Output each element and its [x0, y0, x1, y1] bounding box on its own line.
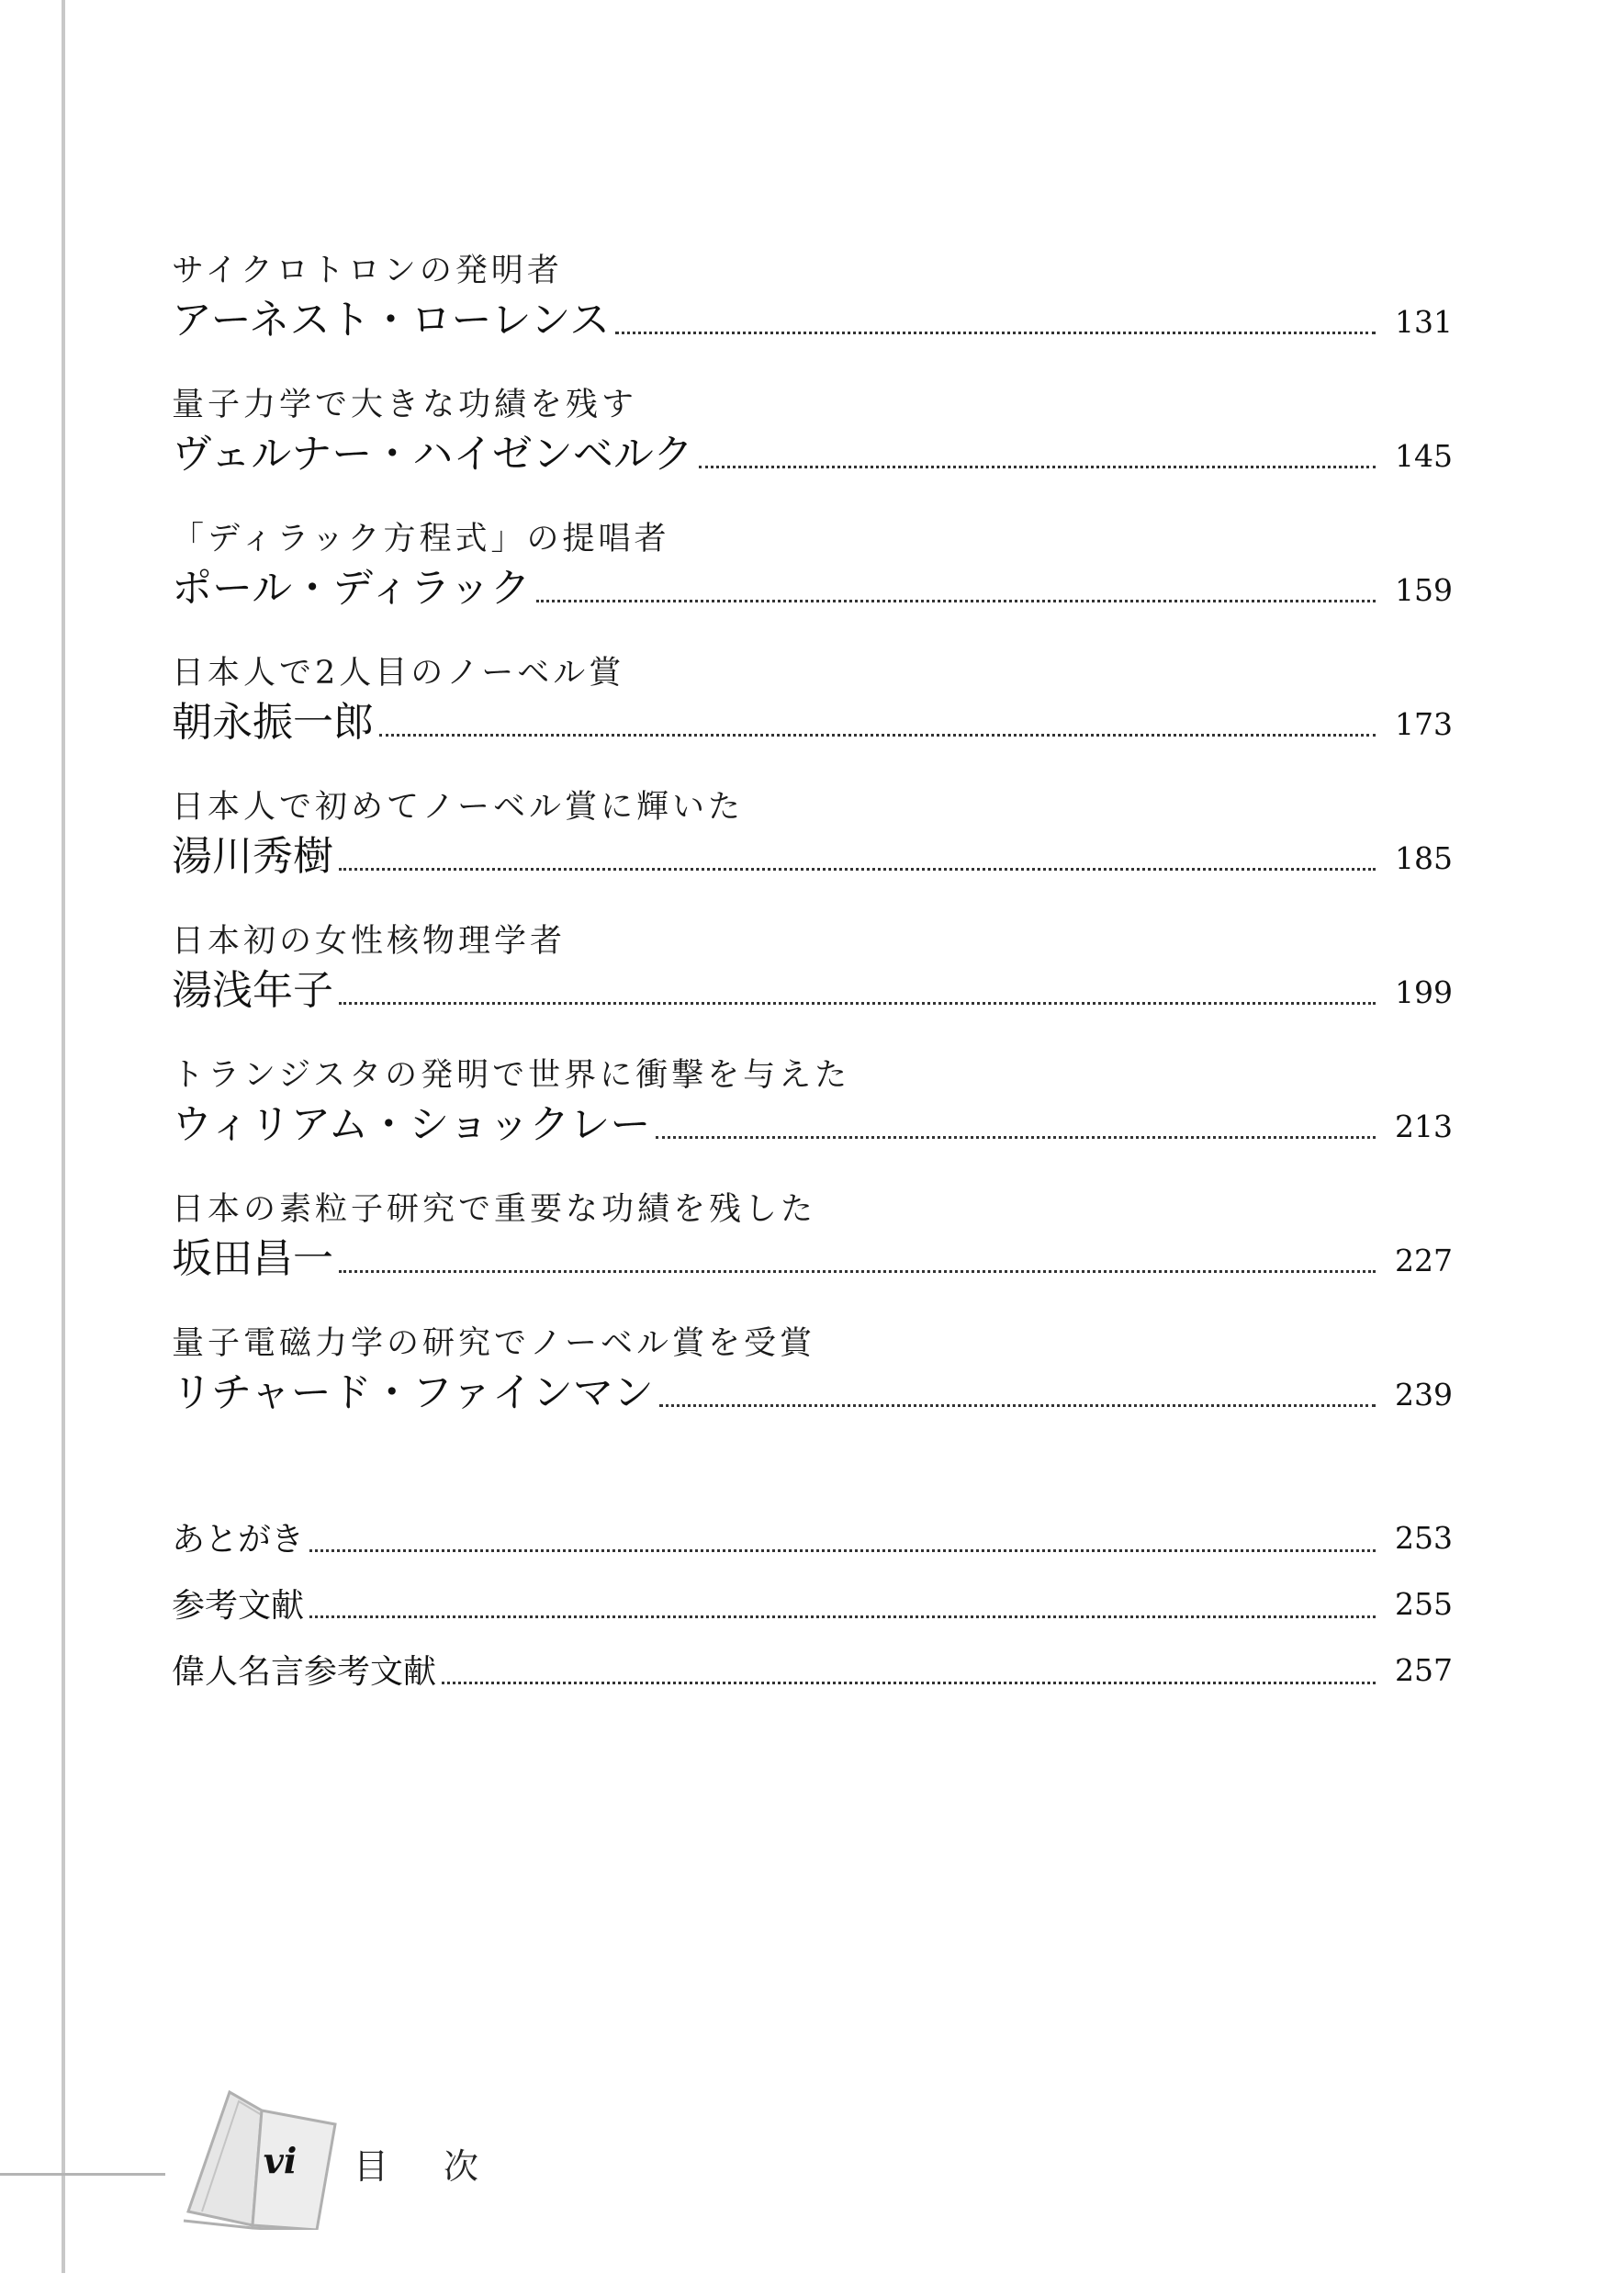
entry-name: アーネスト・ローレンス	[172, 297, 611, 343]
dot-leader	[536, 600, 1376, 602]
backmatter-item[interactable]	[172, 1563, 1453, 1629]
footer-section-title: 目次	[354, 2146, 534, 2187]
dot-leader	[442, 1682, 1376, 1684]
toc-entry[interactable]	[172, 1052, 1453, 1152]
entry-line	[172, 1232, 1453, 1286]
entry-name: 湯川秀樹	[172, 833, 333, 880]
footer-page-number: vi	[263, 2140, 298, 2181]
backmatter-item[interactable]	[172, 1629, 1453, 1695]
table-of-contents	[172, 248, 1453, 1695]
backmatter-label: あとがき	[172, 1521, 305, 1559]
entry-page: 145	[1395, 438, 1453, 474]
entry-subtitle: 日本人で初めてノーベル賞に輝いた	[172, 789, 744, 826]
entry-subtitle: 「ディラック方程式」の提唱者	[172, 521, 670, 557]
toc-entry[interactable]	[172, 650, 1453, 749]
backmatter-item[interactable]	[172, 1497, 1453, 1563]
dot-leader	[656, 1136, 1376, 1139]
entry-page: 173	[1395, 706, 1453, 742]
entry-line	[172, 964, 1453, 1018]
entry-name: 湯浅年子	[172, 967, 333, 1014]
entry-name: 朝永振一郎	[172, 699, 374, 746]
toc-entry[interactable]	[172, 382, 1453, 481]
dot-leader	[309, 1615, 1376, 1618]
dot-leader	[339, 1002, 1376, 1005]
footer-rule	[0, 2173, 165, 2176]
entry-subtitle: サイクロトロンの発明者	[172, 253, 563, 289]
dot-leader	[615, 332, 1376, 334]
entry-name: ポール・ディラック	[172, 565, 531, 612]
entry-page: 185	[1395, 840, 1453, 876]
entry-page: 227	[1395, 1243, 1453, 1278]
toc-entry[interactable]	[172, 1187, 1453, 1286]
toc-entry[interactable]	[172, 784, 1453, 884]
entry-line	[172, 294, 1453, 347]
entry-page: 131	[1395, 304, 1453, 340]
backmatter-label: 参考文献	[172, 1587, 305, 1625]
toc-entry[interactable]	[172, 1321, 1453, 1420]
entry-name: ヴェルナー・ハイゼンベルク	[172, 431, 694, 478]
entry-line	[172, 562, 1453, 615]
toc-entry[interactable]	[172, 516, 1453, 615]
entry-name: ウィリアム・ショックレー	[172, 1101, 651, 1148]
dot-leader	[699, 466, 1376, 468]
entry-line	[172, 1367, 1453, 1420]
entry-page: 213	[1395, 1109, 1453, 1144]
toc-entry[interactable]	[172, 248, 1453, 347]
dot-leader	[339, 1270, 1376, 1273]
entry-subtitle: 日本初の女性核物理学者	[172, 923, 567, 960]
dot-leader	[339, 868, 1376, 871]
entry-name: リチャード・ファインマン	[172, 1369, 654, 1416]
dot-leader	[659, 1404, 1376, 1407]
entry-subtitle: トランジスタの発明で世界に衝撃を与えた	[172, 1057, 851, 1094]
entry-line	[172, 830, 1453, 884]
entry-subtitle: 量子電磁力学の研究でノーベル賞を受賞	[172, 1325, 815, 1362]
entry-line	[172, 696, 1453, 749]
entry-subtitle: 量子力学で大きな功績を残す	[172, 387, 638, 423]
entry-line	[172, 428, 1453, 481]
backmatter-list	[172, 1497, 1453, 1695]
entry-page: 159	[1395, 572, 1453, 608]
margin-rule	[62, 0, 65, 2273]
dot-leader	[309, 1549, 1376, 1552]
entry-subtitle: 日本の素粒子研究で重要な功績を残した	[172, 1191, 817, 1228]
backmatter-page: 257	[1395, 1652, 1453, 1688]
entry-line	[172, 1098, 1453, 1152]
entry-page: 239	[1395, 1377, 1453, 1412]
backmatter-page: 253	[1395, 1520, 1453, 1556]
backmatter-label: 偉人名言参考文献	[172, 1653, 437, 1691]
entry-subtitle: 日本人で2人目のノーベル賞	[172, 655, 625, 692]
entry-name: 坂田昌一	[172, 1235, 333, 1282]
entry-page: 199	[1395, 974, 1453, 1010]
toc-entry[interactable]	[172, 918, 1453, 1018]
backmatter-page: 255	[1395, 1586, 1453, 1622]
dot-leader	[379, 734, 1376, 737]
